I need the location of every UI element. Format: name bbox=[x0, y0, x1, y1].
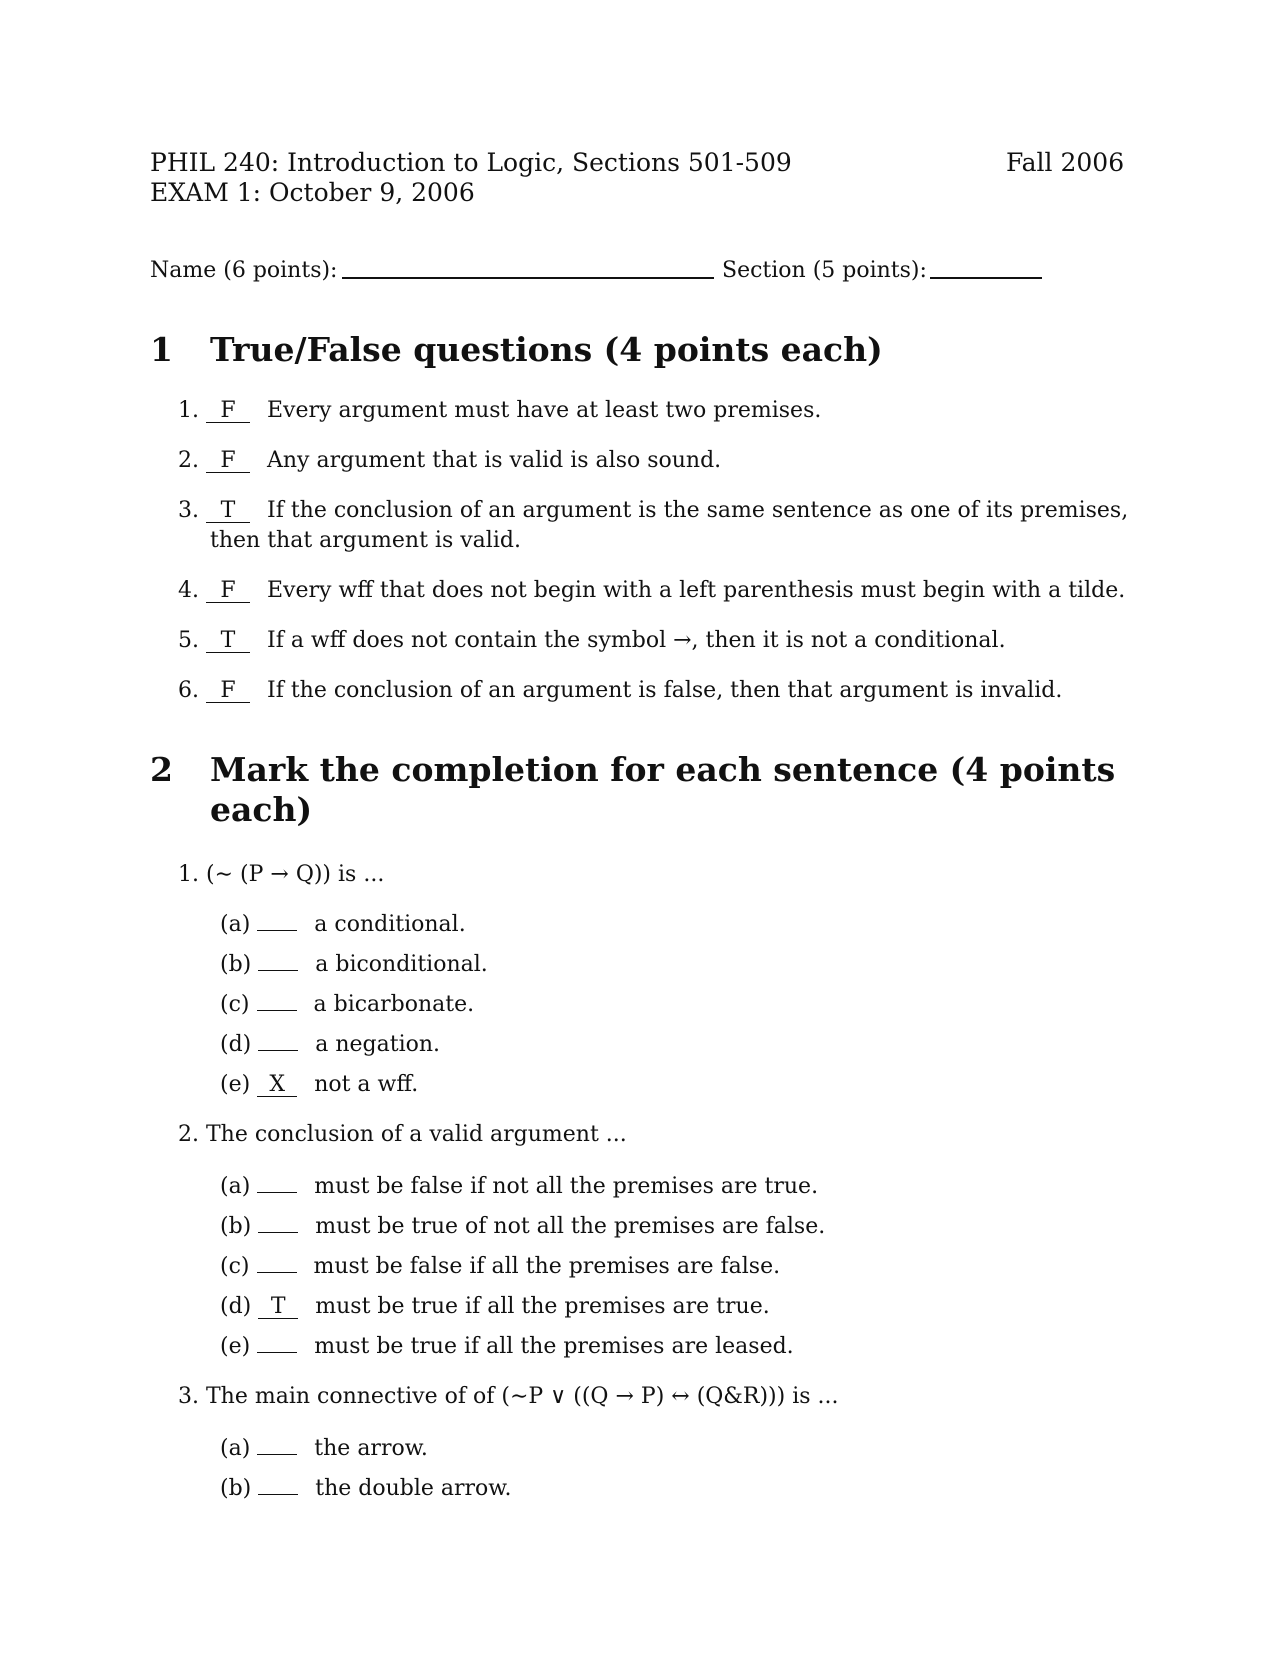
section2-number: 2 bbox=[150, 750, 173, 789]
option-label: (b) bbox=[220, 1214, 252, 1239]
name-label: Name (6 points): bbox=[150, 258, 338, 283]
tf-answer-blank[interactable]: F bbox=[206, 450, 250, 473]
tf-item-text: If the conclusion of an argument is false, then that argument is invalid. bbox=[267, 678, 1063, 703]
mc-question-stem: The conclusion of a valid argument ... bbox=[206, 1122, 627, 1147]
tf-answer-blank[interactable]: T bbox=[206, 630, 250, 653]
mc-question-number: 2. bbox=[178, 1122, 199, 1147]
option-mark-blank[interactable] bbox=[258, 1494, 298, 1495]
tf-item bbox=[178, 448, 721, 473]
tf-item-number: 6. bbox=[178, 678, 199, 703]
option-label: (a) bbox=[220, 1436, 251, 1461]
option-text: the double arrow. bbox=[315, 1476, 512, 1501]
option-mark-blank[interactable] bbox=[257, 930, 297, 931]
option-text: must be true if all the premises are true. bbox=[315, 1294, 770, 1319]
option-label: (a) bbox=[220, 912, 251, 937]
tf-item-text: If a wff does not contain the symbol →, then it is not a conditional. bbox=[267, 628, 1006, 653]
option-mark-blank[interactable] bbox=[258, 1232, 298, 1233]
section-field[interactable] bbox=[930, 277, 1042, 279]
tf-item-text: Any argument that is valid is also sound. bbox=[267, 448, 722, 473]
option-mark-blank[interactable] bbox=[257, 1192, 297, 1193]
mc-option bbox=[220, 1032, 440, 1057]
mc-question-number: 3. bbox=[178, 1384, 199, 1409]
option-label: (e) bbox=[220, 1072, 251, 1097]
option-label: (a) bbox=[220, 1174, 251, 1199]
tf-item bbox=[178, 398, 821, 423]
tf-item bbox=[178, 498, 1128, 523]
tf-item bbox=[178, 678, 1062, 703]
option-mark-blank[interactable] bbox=[257, 1352, 297, 1353]
section1-number: 1 bbox=[150, 330, 173, 369]
option-label: (b) bbox=[220, 952, 252, 977]
exam-title: EXAM 1: October 9, 2006 bbox=[150, 178, 475, 207]
mc-option bbox=[220, 1294, 770, 1319]
option-mark-blank[interactable] bbox=[257, 1272, 297, 1273]
tf-item bbox=[178, 628, 1006, 653]
option-mark-blank[interactable]: T bbox=[258, 1296, 298, 1319]
option-mark-blank[interactable] bbox=[258, 1050, 298, 1051]
tf-answer-blank[interactable]: T bbox=[206, 500, 250, 523]
mc-option bbox=[220, 1214, 825, 1239]
option-text: a negation. bbox=[315, 1032, 441, 1057]
mc-question bbox=[178, 1384, 839, 1409]
section2-title: Mark the completion for each sentence (4 points bbox=[210, 750, 1116, 789]
option-text: must be false if all the premises are false. bbox=[313, 1254, 781, 1279]
mc-question bbox=[178, 1122, 627, 1147]
mc-question-stem: (∼ (P → Q)) is ... bbox=[206, 862, 385, 887]
tf-item-text: Every wff that does not begin with a left parenthesis must begin with a tilde. bbox=[267, 578, 1126, 603]
mc-question-number: 1. bbox=[178, 862, 199, 887]
mc-option bbox=[220, 1072, 418, 1097]
tf-answer-blank[interactable]: F bbox=[206, 400, 250, 423]
option-text: a biconditional. bbox=[315, 952, 488, 977]
tf-item-text-continued: then that argument is valid. bbox=[210, 528, 521, 553]
tf-item bbox=[178, 578, 1125, 603]
tf-item-number: 5. bbox=[178, 628, 199, 653]
course-title: PHIL 240: Introduction to Logic, Sections 501-509 bbox=[150, 148, 792, 177]
option-label: (b) bbox=[220, 1476, 252, 1501]
mc-option bbox=[220, 952, 488, 977]
option-text: a bicarbonate. bbox=[313, 992, 475, 1017]
mc-option bbox=[220, 1436, 428, 1461]
mc-option bbox=[220, 1334, 794, 1359]
option-mark-blank[interactable] bbox=[257, 1010, 297, 1011]
tf-answer-blank[interactable]: F bbox=[206, 580, 250, 603]
mc-option bbox=[220, 912, 466, 937]
name-field[interactable] bbox=[342, 277, 714, 279]
mc-option bbox=[220, 1254, 780, 1279]
mc-question-stem: The main connective of of (∼P ∨ ((Q → P) ↔ (Q&R))) is ... bbox=[206, 1384, 839, 1409]
option-mark-blank[interactable]: X bbox=[257, 1074, 297, 1097]
option-text: must be true of not all the premises are false. bbox=[315, 1214, 826, 1239]
section-label: Section (5 points): bbox=[722, 258, 927, 283]
mc-option bbox=[220, 1476, 512, 1501]
tf-item-number: 3. bbox=[178, 498, 199, 523]
mc-option bbox=[220, 1174, 818, 1199]
option-text: a conditional. bbox=[314, 912, 466, 937]
option-label: (e) bbox=[220, 1334, 251, 1359]
term-label: Fall 2006 bbox=[1006, 148, 1125, 177]
option-text: must be true if all the premises are leased. bbox=[314, 1334, 794, 1359]
mc-option bbox=[220, 992, 474, 1017]
option-label: (d) bbox=[220, 1294, 252, 1319]
mc-question bbox=[178, 862, 384, 887]
option-mark-blank[interactable] bbox=[258, 970, 298, 971]
tf-item-number: 1. bbox=[178, 398, 199, 423]
tf-answer-blank[interactable]: F bbox=[206, 680, 250, 703]
option-text: the arrow. bbox=[314, 1436, 428, 1461]
option-text: must be false if not all the premises are true. bbox=[314, 1174, 819, 1199]
section1-title: True/False questions (4 points each) bbox=[210, 330, 883, 369]
option-text: not a wff. bbox=[314, 1072, 419, 1097]
tf-item-text: If the conclusion of an argument is the same sentence as one of its premises, bbox=[267, 498, 1129, 523]
option-label: (d) bbox=[220, 1032, 252, 1057]
section2-title-continued: each) bbox=[210, 790, 313, 829]
option-label: (c) bbox=[220, 1254, 250, 1279]
tf-item-number: 2. bbox=[178, 448, 199, 473]
option-label: (c) bbox=[220, 992, 250, 1017]
tf-item-number: 4. bbox=[178, 578, 199, 603]
option-mark-blank[interactable] bbox=[257, 1454, 297, 1455]
tf-item-text: Every argument must have at least two premises. bbox=[267, 398, 822, 423]
